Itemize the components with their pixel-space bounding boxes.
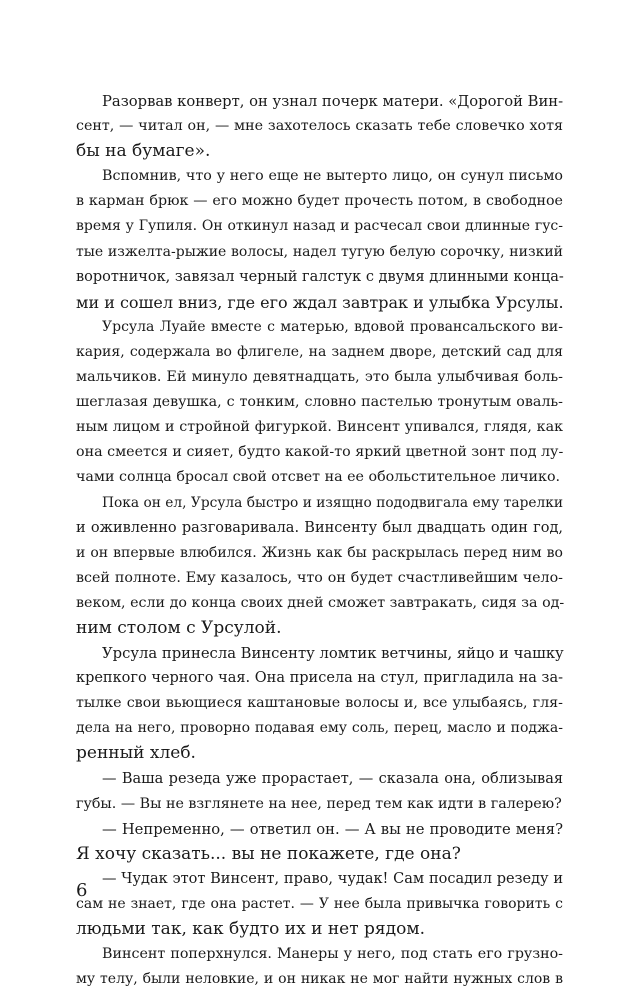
text-line: — Ваша резеда уже прорастает, — сказала она, облизывая bbox=[102, 770, 563, 787]
text-line: тые изжелта-рыжие волосы, надел тугую белую сорочку, низкий bbox=[76, 243, 563, 260]
text-line: Я хочу сказать... вы не покажете, где она? bbox=[76, 843, 461, 864]
text-line: Урсула принесла Винсенту ломтик ветчины, яйцо и чашку bbox=[102, 645, 564, 663]
text-line: шеглазая девушка, с тонким, словно пастелью тронутым оваль- bbox=[76, 394, 563, 411]
text-line: чами солнца бросал свой отсвет на ее обольстительное личико. bbox=[76, 469, 561, 486]
text-line: и оживленно разговаривала. Винсенту был двадцать один год, bbox=[76, 519, 563, 536]
text-line: Пока он ел, Урсула быстро и изящно пододвигала ему тарелки bbox=[102, 494, 563, 511]
text-line: людьми так, как будто их и нет рядом. bbox=[76, 919, 425, 940]
text-line: тылке свои вьющиеся каштановые волосы и, все улыбаясь, гля- bbox=[76, 695, 563, 712]
text-line: сам не знает, где она растет. — У нее была привычка говорить с bbox=[76, 896, 563, 912]
text-line: ним столом с Урсулой. bbox=[76, 617, 282, 638]
text-line: дела на него, проворно подавая ему соль, перец, масло и поджа- bbox=[76, 720, 563, 737]
text-line: Разорвав конверт, он узнал почерк матери. «Дорогой Вин- bbox=[102, 93, 564, 110]
text-line: му телу, были неловкие, и он никак не мог найти нужных слов в bbox=[76, 971, 563, 988]
text-line: мальчиков. Ей минуло девятнадцать, это была улыбчивая боль- bbox=[76, 369, 563, 386]
text-line: Вспомнив, что у него еще не вытерто лицо, он сунул письмо bbox=[102, 168, 563, 185]
text-line: Урсула Луайе вместе с матерью, вдовой провансальского ви- bbox=[102, 318, 563, 335]
text-line: и он впервые влюбился. Жизнь как бы раскрылась перед ним во bbox=[76, 544, 563, 561]
text-line: ным лицом и стройной фигуркой. Винсент упивался, глядя, как bbox=[76, 419, 563, 436]
page-body-text bbox=[76, 89, 563, 992]
text-line: воротничок, завязал черный галстук с двумя длинными конца- bbox=[76, 268, 564, 285]
text-line: бы на бумаге». bbox=[76, 141, 211, 162]
page-number: 6 bbox=[76, 880, 88, 901]
text-line: всей полноте. Ему казалось, что он будет счастливейшим чело- bbox=[76, 569, 563, 586]
text-line: — Непременно, — ответил он. — А вы не проводите меня? bbox=[102, 820, 563, 838]
text-line: Винсент поперхнулся. Манеры у него, под стать его грузно- bbox=[102, 946, 563, 963]
text-line: ренный хлеб. bbox=[76, 743, 196, 764]
text-line: кария, содержала во флигеле, на заднем дворе, детский сад для bbox=[76, 343, 563, 360]
text-line: веком, если до конца своих дней сможет завтракать, сидя за од- bbox=[76, 594, 565, 611]
text-line: ми и сошел вниз, где его ждал завтрак и улыбка Урсулы. bbox=[76, 292, 564, 312]
text-line: крепкого черного чая. Она присела на стул, пригладила на за- bbox=[76, 670, 563, 687]
text-line: она смеется и сияет, будто какой-то яркий цветной зонт под лу- bbox=[76, 444, 564, 461]
text-line: — Чудак этот Винсент, право, чудак! Сам посадил резеду и bbox=[102, 870, 563, 887]
text-line: губы. — Вы не взглянете на нее, перед тем как идти в галерею? bbox=[76, 795, 562, 812]
text-line: время у Гупиля. Он откинул назад и расчесал свои длинные гус- bbox=[76, 218, 563, 235]
text-line: в карман брюк — его можно будет прочесть потом, в свободное bbox=[76, 193, 563, 210]
text-line: сент, — читал он, — мне захотелось сказать тебе словечко хотя bbox=[76, 118, 563, 135]
